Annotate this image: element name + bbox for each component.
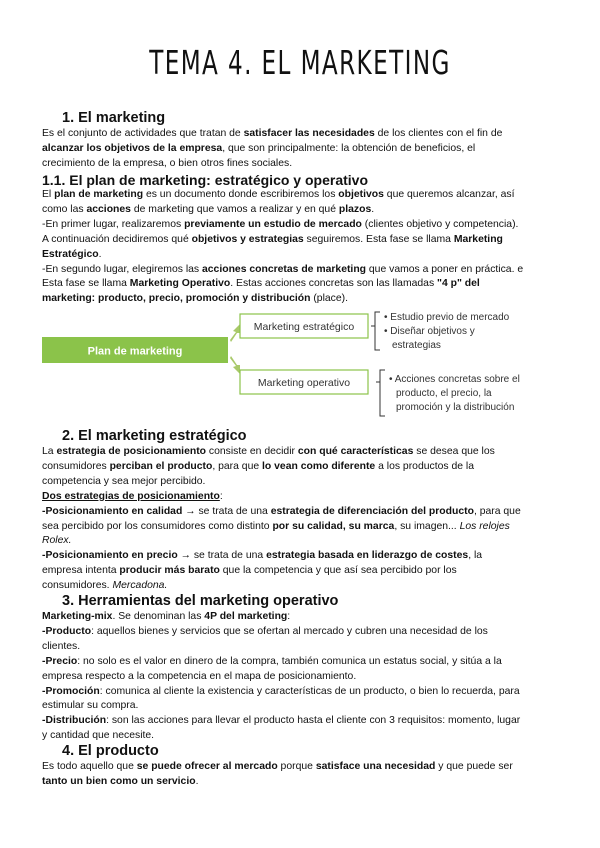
section-strategic [42, 428, 576, 445]
paragraph-line: Esta fase se llama Marketing Operativo. Estas acciones concretas son las llamadas "4 p" del [42, 278, 480, 290]
paragraph-line: -Precio: no solo es el valor en dinero de la compra, también comunica un estatus social, y sitúa a la [42, 655, 502, 667]
marketing-plan-diagram [42, 306, 542, 420]
section-heading: 2. El marketing estratégico [62, 428, 247, 444]
paragraph-line: El plan de marketing es un documento donde escribiremos los objetivos que queremos alcanzar, así [42, 189, 515, 200]
section-operative-body [42, 610, 576, 744]
paragraph-line: Marketing-mix. Se denominan las 4P del marketing: [42, 611, 291, 622]
section-marketing [42, 110, 576, 127]
section-marketing-body [42, 127, 576, 172]
paragraph-line: crecimiento de la empresa, o bien otros fines sociales. [42, 157, 293, 169]
paragraph-line: -En segundo lugar, elegiremos las acciones concretas de marketing que vamos a poner en práctica. e [42, 263, 524, 275]
operative-item: promoción y la distribución [396, 402, 515, 413]
section-heading: 1.1. El plan de marketing: estratégico y operativo [42, 172, 368, 188]
paragraph-line: marketing: producto, precio, promoción y distribución (place). [42, 293, 348, 305]
bracket-icon [376, 370, 385, 416]
section-heading: 1. El marketing [62, 110, 166, 126]
diagram-svg [42, 306, 542, 420]
section-operative [42, 593, 576, 610]
paragraph-line: como las acciones de marketing que vamos a realizar y en qué plazos. [42, 203, 375, 215]
plan-label: Plan de marketing [87, 345, 183, 358]
paragraph-line: Rolex. [42, 535, 72, 547]
paragraph-line: -Posicionamiento en precio → se trata de una estrategia basada en liderazgo de costes, la [42, 550, 483, 562]
section-strategic-body [42, 445, 576, 594]
paragraph-line: estimular su compra. [42, 700, 139, 712]
operative-item: producto, el precio, la [396, 388, 492, 399]
paragraph-line: La estrategia de posicionamiento consiste en decidir con qué características se desea que los [42, 446, 495, 457]
section-heading: 3. Herramientas del marketing operativo [62, 593, 339, 609]
strategic-item: • Estudio previo de mercado [384, 312, 510, 323]
paragraph-line: A continuación decidiremos qué objetivos y estrategias seguiremos. Esta fase se llama Marketing [42, 233, 503, 245]
paragraph-line: competencia y sea mejor percibido. [42, 475, 206, 487]
paragraph-line: alcanzar los objetivos de la empresa, que son principalmente: la obtención de beneficios, el [42, 142, 476, 154]
paragraph-line: -Distribución: son las acciones para llevar el producto hasta el cliente con 3 requisitos: momento, lugar [42, 715, 521, 727]
arrow-up-icon [230, 324, 240, 342]
paragraph-line: y cantidad que necesite. [42, 730, 155, 742]
section-product-body [42, 760, 576, 790]
paragraph-line: sea percibido por los consumidores como distinto por su calidad, su marca, su imagen... Los relojes [42, 520, 510, 532]
section-product [42, 743, 576, 760]
paragraph-line: consumidores perciban el producto, para que lo vean como diferente a los productos de la [42, 460, 474, 472]
paragraph-line: empresa intenta producir más barato que la competencia y que así sea percibido por los [42, 565, 457, 577]
document-title: TEMA 4. EL MARKETING [149, 43, 451, 82]
paragraph-line: empresa respecto a la competencia en el mapa de posicionamiento. [42, 670, 357, 682]
paragraph-line: tanto un bien como un servicio. [42, 775, 199, 787]
strategic-item: estrategias [392, 340, 441, 351]
paragraph-line: -Posicionamiento en calidad → se trata de una estrategia de diferenciación del producto, para que [42, 505, 521, 517]
operative-item: • Acciones concretas sobre el [389, 374, 520, 385]
paragraph-line: consumidores. Mercadona. [42, 580, 168, 592]
arrow-down-icon [230, 356, 240, 374]
section-plan [42, 172, 576, 189]
paragraph-line: clientes. [42, 640, 81, 652]
bracket-icon [371, 312, 380, 350]
paragraph-line: Es todo aquello que se puede ofrecer al mercado porque satisface una necesidad y que puede ser [42, 761, 513, 772]
paragraph-line: -Promoción: comunica al cliente la existencia y características de un producto, o bien lo recuerda, para [42, 685, 520, 697]
strategic-label: Marketing estratégico [253, 321, 355, 333]
paragraph-line: Estratégico. [42, 248, 102, 260]
operative-label: Marketing operativo [257, 377, 351, 389]
section-plan-body [42, 188, 576, 307]
paragraph-line: -En primer lugar, realizaremos previamente un estudio de mercado (clientes objetivo y competencia). [42, 218, 519, 230]
paragraph-line: -Producto: aquellos bienes y servicios que se ofertan al mercado y cubren una necesidad de los [42, 625, 488, 637]
paragraph-line: Dos estrategias de posicionamiento: [42, 490, 223, 502]
strategic-item: • Diseñar objetivos y [384, 326, 475, 337]
section-heading: 4. El producto [62, 743, 159, 759]
paragraph-line: Es el conjunto de actividades que tratan de satisfacer las necesidades de los clientes con el fin de [42, 128, 503, 139]
